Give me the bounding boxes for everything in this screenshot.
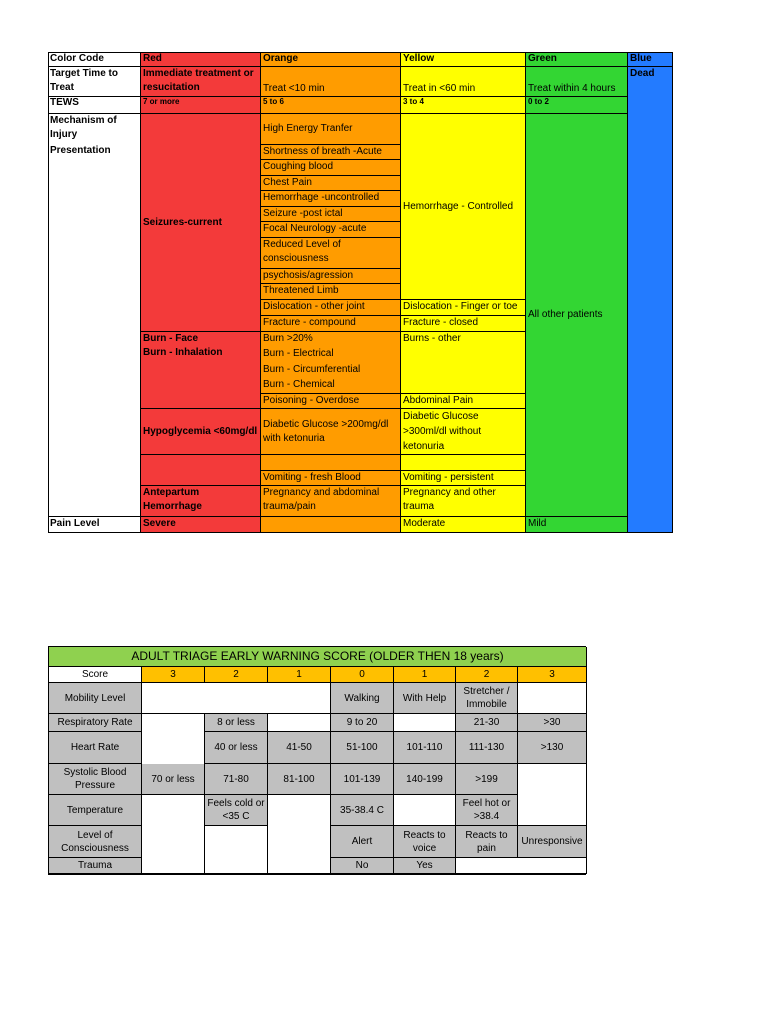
- orange-item-3: Coughing blood: [261, 160, 401, 176]
- red-pain-severe: Severe: [141, 517, 261, 533]
- score-header-0: 0: [331, 667, 394, 683]
- orange-item-5: Hemorrhage -uncontrolled: [261, 191, 401, 207]
- orange-item-7: Focal Neurology -acute: [261, 222, 401, 238]
- green-color-code: Green: [526, 52, 628, 67]
- heart-1: 101-110: [394, 732, 456, 764]
- heart-n2: 40 or less: [205, 732, 268, 764]
- red-hypoglycemia: Hypoglycemia <60mg/dl: [141, 409, 261, 455]
- orange-pain-blank: [261, 517, 401, 533]
- triage-chart-body: [48, 52, 673, 533]
- red-color-code: Red: [141, 52, 261, 67]
- consciousness-label: Level of Consciousness: [49, 826, 142, 858]
- yellow-abdominal-pain: Abdominal Pain: [401, 394, 526, 409]
- respiratory-n3-empty: [142, 714, 205, 764]
- systolic-0: 101-139: [331, 764, 394, 795]
- red-seizures-current: Seizures-current: [141, 114, 261, 332]
- orange-item-9: psychosis/agression: [261, 269, 401, 284]
- yellow-color-code: Yellow: [401, 52, 526, 67]
- trauma-label: Trauma: [49, 858, 142, 874]
- systolic-label: Systolic Blood Pressure: [49, 764, 142, 795]
- respiratory-2: 21-30: [456, 714, 518, 732]
- score-header-1: 1: [268, 667, 331, 683]
- yellow-blank: [401, 455, 526, 471]
- respiratory-0: 9 to 20: [331, 714, 394, 732]
- temperature-n3-empty: [142, 795, 205, 874]
- temperature-label: Temperature: [49, 795, 142, 826]
- label-color-code: Color Code: [48, 52, 141, 67]
- score-header-3: 3: [142, 667, 205, 683]
- systolic-1: 140-199: [394, 764, 456, 795]
- score-label: Score: [49, 667, 142, 683]
- red-blank: [141, 455, 261, 486]
- green-target-time: Treat within 4 hours: [526, 67, 628, 97]
- orange-target-time: Treat <10 min: [261, 67, 401, 97]
- respiratory-n2: 8 or less: [205, 714, 268, 732]
- yellow-target-time: Treat in <60 min: [401, 67, 526, 97]
- yellow-burns-other: Burns - other: [401, 332, 526, 394]
- mobility-2: Stretcher / Immobile: [456, 683, 518, 714]
- score-header-3b: 3: [518, 667, 587, 683]
- yellow-dislocation: Dislocation - Finger or toe: [401, 300, 526, 316]
- trauma-0: No: [331, 858, 394, 874]
- label-tews: TEWS: [48, 97, 141, 114]
- yellow-hemorrhage-controlled: Hemorrhage - Controlled: [401, 114, 526, 300]
- systolic-n1: 81-100: [268, 764, 331, 795]
- temperature-2: Feel hot or >38.4: [456, 795, 518, 826]
- orange-tews: 5 to 6: [261, 97, 401, 114]
- systolic-n3: 70 or less: [142, 764, 205, 795]
- orange-item-10: Threatened Limb: [261, 284, 401, 300]
- orange-item-17: Poisoning - Overdose: [261, 394, 401, 409]
- respiratory-label: Respiratory Rate: [49, 714, 142, 732]
- mobility-1: With Help: [394, 683, 456, 714]
- trauma-1: Yes: [394, 858, 456, 874]
- orange-item-14: Burn - Electrical: [261, 347, 401, 363]
- red-target-time: Immediate treatment or resucitation: [141, 67, 261, 97]
- red-burns-cell: [141, 332, 261, 409]
- label-target-time: Target Time to Treat: [48, 67, 141, 97]
- tews-title: ADULT TRIAGE EARLY WARNING SCORE (OLDER THEN 18 years): [49, 647, 587, 667]
- orange-item-2: Shortness of breath -Acute: [261, 145, 401, 160]
- green-pain-mild: Mild: [526, 517, 628, 533]
- orange-item-8: Reduced Level of consciousness: [261, 238, 401, 269]
- consciousness-2: Reacts to pain: [456, 826, 518, 858]
- label-pain-level: Pain Level: [48, 517, 141, 533]
- respiratory-3: >30: [518, 714, 587, 732]
- orange-item-19: Vomiting - fresh Blood: [261, 471, 401, 486]
- consciousness-1: Reacts to voice: [394, 826, 456, 858]
- orange-item-15: Burn - Circumferential: [261, 363, 401, 378]
- orange-item-1: High Energy Tranfer: [261, 114, 401, 145]
- mobility-empty: [142, 683, 331, 714]
- consciousness-n2-empty: [205, 826, 268, 874]
- yellow-pain-moderate: Moderate: [401, 517, 526, 533]
- respiratory-n1-empty: [268, 714, 331, 732]
- heart-label: Heart Rate: [49, 732, 142, 764]
- blue-dead: Dead: [628, 67, 673, 533]
- tews-table: [48, 646, 586, 875]
- yellow-pregnancy: Pregnancy and other trauma: [401, 486, 526, 517]
- green-all-other-patients: All other patients: [526, 114, 628, 517]
- systolic-2: >199: [456, 764, 518, 795]
- orange-color-code: Orange: [261, 52, 401, 67]
- score-header-1b: 1: [394, 667, 456, 683]
- temperature-n2: Feels cold or <35 C: [205, 795, 268, 826]
- orange-item-20: Pregnancy and abdominal trauma/pain: [261, 486, 401, 517]
- score-header-2b: 2: [456, 667, 518, 683]
- trauma-empty: [456, 858, 587, 874]
- score-header-2: 2: [205, 667, 268, 683]
- label-mechanism: Mechanism of Injury: [48, 114, 141, 144]
- orange-item-12: Fracture - compound: [261, 316, 401, 332]
- green-tews: 0 to 2: [526, 97, 628, 114]
- temperature-1-empty: [394, 795, 456, 826]
- heart-n1: 41-50: [268, 732, 331, 764]
- orange-blank: [261, 455, 401, 471]
- temperature-0: 35-38.4 C: [331, 795, 394, 826]
- orange-item-4: Chest Pain: [261, 176, 401, 191]
- respiratory-1-empty: [394, 714, 456, 732]
- consciousness-0: Alert: [331, 826, 394, 858]
- temperature-n1-empty: [268, 795, 331, 874]
- orange-item-18: Diabetic Glucose >200mg/dl with ketonuria: [261, 409, 401, 455]
- orange-item-11: Dislocation - other joint: [261, 300, 401, 316]
- red-antepartum-hemorrhage: Antepartum Hemorrhage: [141, 486, 261, 517]
- heart-0: 51-100: [331, 732, 394, 764]
- red-tews: 7 or more: [141, 97, 261, 114]
- yellow-fracture: Fracture - closed: [401, 316, 526, 332]
- yellow-vomiting: Vomiting - persistent: [401, 471, 526, 486]
- blue-color-code: Blue: [628, 52, 673, 67]
- orange-item-6: Seizure -post ictal: [261, 207, 401, 222]
- red-burn-inhalation: Burn - Inhalation: [143, 347, 223, 358]
- orange-item-13: Burn >20%: [261, 332, 401, 347]
- label-presentation: Presentation: [48, 144, 141, 517]
- mobility-label: Mobility Level: [49, 683, 142, 714]
- consciousness-3: Unresponsive: [518, 826, 587, 858]
- heart-2: 111-130: [456, 732, 518, 764]
- systolic-n2: 71-80: [205, 764, 268, 795]
- systolic-3-empty: [518, 764, 587, 826]
- mobility-0: Walking: [331, 683, 394, 714]
- heart-3: >130: [518, 732, 587, 764]
- red-burn-face: Burn - Face: [143, 333, 199, 344]
- mobility-3-empty: [518, 683, 587, 714]
- yellow-tews: 3 to 4: [401, 97, 526, 114]
- yellow-diabetic-glucose: Diabetic Glucose >300ml/dl without ketonuria: [401, 409, 526, 455]
- orange-item-16: Burn - Chemical: [261, 378, 401, 394]
